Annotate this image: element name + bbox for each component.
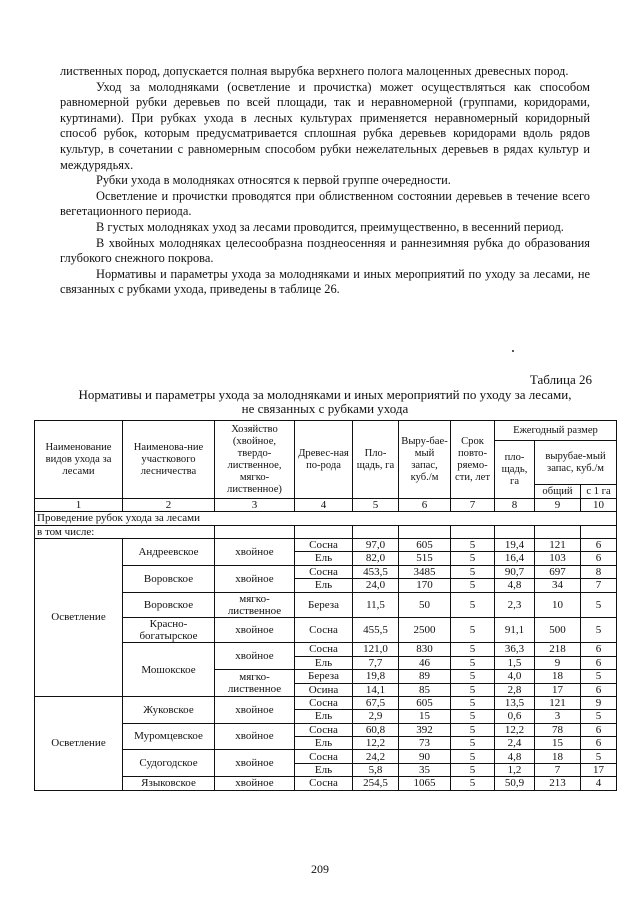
area-cell: 67,5 (353, 696, 399, 709)
annual-area-cell: 16,4 (495, 552, 535, 565)
table-row (35, 723, 617, 736)
stock-cell: 170 (399, 579, 451, 592)
annual-stock-total-cell: 18 (535, 670, 581, 683)
annual-area-cell: 12,2 (495, 723, 535, 736)
area-cell: 14,1 (353, 683, 399, 696)
species-cell: Сосна (295, 750, 353, 763)
period-cell: 5 (451, 750, 495, 763)
stock-cell: 50 (399, 592, 451, 617)
annual-stock-per-ha-cell: 6 (581, 552, 617, 565)
table-title-line-2: не связанных с рубками ухода (241, 401, 409, 416)
column-number-row (35, 499, 617, 512)
header-annual: Ежегодный размер (495, 421, 617, 441)
annual-stock-total-cell: 34 (535, 579, 581, 592)
period-cell: 5 (451, 696, 495, 709)
header-annual-area: пло-щадь, га (495, 441, 535, 499)
farm-type: хвойное (215, 777, 295, 790)
column-number: 6 (399, 499, 451, 512)
stock-cell: 605 (399, 696, 451, 709)
annual-area-cell: 2,4 (495, 737, 535, 750)
forestry-name: Судогодское (123, 750, 215, 777)
annual-stock-total-cell: 78 (535, 723, 581, 736)
table-row (35, 538, 617, 551)
farm-type: хвойное (215, 723, 295, 750)
forestry-name: Жуковское (123, 696, 215, 723)
stock-cell: 515 (399, 552, 451, 565)
annual-area-cell: 19,4 (495, 538, 535, 551)
annual-stock-total-cell: 7 (535, 763, 581, 776)
period-cell: 5 (451, 552, 495, 565)
section-subtitle: в том числе: (35, 525, 215, 538)
header-forestry: Наименова-ние участкового лесничества (123, 421, 215, 499)
stock-cell: 46 (399, 656, 451, 669)
area-cell: 453,5 (353, 565, 399, 578)
period-cell: 5 (451, 723, 495, 736)
table-row (35, 696, 617, 709)
annual-area-cell: 4,8 (495, 750, 535, 763)
species-cell: Ель (295, 579, 353, 592)
stray-dot (512, 350, 514, 352)
species-cell: Ель (295, 710, 353, 723)
period-cell: 5 (451, 617, 495, 642)
annual-area-cell: 91,1 (495, 617, 535, 642)
annual-stock-total-cell: 3 (535, 710, 581, 723)
species-cell: Ель (295, 737, 353, 750)
annual-area-cell: 1,5 (495, 656, 535, 669)
care-kind: Осветление (35, 696, 123, 790)
header-per-ha: с 1 га (581, 485, 617, 499)
annual-stock-per-ha-cell: 6 (581, 737, 617, 750)
area-cell: 11,5 (353, 592, 399, 617)
annual-stock-per-ha-cell: 4 (581, 777, 617, 790)
table-row (35, 643, 617, 656)
forestry-name: Красно-богатырское (123, 617, 215, 642)
farm-type: хвойное (215, 617, 295, 642)
annual-stock-total-cell: 121 (535, 538, 581, 551)
annual-area-cell: 90,7 (495, 565, 535, 578)
species-cell: Береза (295, 670, 353, 683)
forestry-name: Муромцевское (123, 723, 215, 750)
stock-cell: 1065 (399, 777, 451, 790)
period-cell: 5 (451, 737, 495, 750)
farm-type: хвойное (215, 538, 295, 565)
paragraph: В густых молодняках уход за лесами проводится, преимущественно, в весенний период. (96, 219, 564, 234)
annual-area-cell: 4,8 (495, 579, 535, 592)
annual-stock-per-ha-cell: 9 (581, 696, 617, 709)
table-row (35, 565, 617, 578)
table-row (35, 592, 617, 617)
table-row (35, 617, 617, 642)
annual-area-cell: 36,3 (495, 643, 535, 656)
annual-stock-per-ha-cell: 5 (581, 750, 617, 763)
paragraph: Нормативы и параметры ухода за молодняками и иных мероприятий по уходу за лесами, не связанных с рубками ухода, приведены в таблице 26. (60, 266, 590, 297)
species-cell: Сосна (295, 777, 353, 790)
annual-stock-per-ha-cell: 5 (581, 710, 617, 723)
annual-stock-per-ha-cell: 6 (581, 683, 617, 696)
empty-cell (535, 525, 581, 538)
page-number: 209 (311, 862, 329, 876)
annual-stock-per-ha-cell: 5 (581, 617, 617, 642)
area-cell: 24,2 (353, 750, 399, 763)
annual-stock-per-ha-cell: 6 (581, 538, 617, 551)
annual-stock-per-ha-cell: 8 (581, 565, 617, 578)
paragraph: В хвойных молодняках целесообразна позднеосенняя и раннезимняя рубка до образования глубокого снежного покрова. (60, 235, 590, 266)
farm-type: мягко-лиственное (215, 670, 295, 697)
species-cell: Береза (295, 592, 353, 617)
period-cell: 5 (451, 777, 495, 790)
species-cell: Ель (295, 763, 353, 776)
annual-stock-total-cell: 213 (535, 777, 581, 790)
species-cell: Сосна (295, 617, 353, 642)
stock-cell: 85 (399, 683, 451, 696)
stock-cell: 830 (399, 643, 451, 656)
farm-type: хвойное (215, 565, 295, 592)
annual-area-cell: 50,9 (495, 777, 535, 790)
period-cell: 5 (451, 579, 495, 592)
annual-stock-total-cell: 15 (535, 737, 581, 750)
empty-cell (399, 525, 451, 538)
period-cell: 5 (451, 643, 495, 656)
column-number: 2 (123, 499, 215, 512)
species-cell: Ель (295, 656, 353, 669)
table-row (35, 777, 617, 790)
area-cell: 19,8 (353, 670, 399, 683)
annual-stock-total-cell: 9 (535, 656, 581, 669)
annual-stock-per-ha-cell: 17 (581, 763, 617, 776)
annual-stock-per-ha-cell: 7 (581, 579, 617, 592)
empty-cell (451, 525, 495, 538)
annual-area-cell: 0,6 (495, 710, 535, 723)
empty-cell (215, 525, 295, 538)
header-species: Древес-ная по-рода (295, 421, 353, 499)
annual-stock-total-cell: 18 (535, 750, 581, 763)
empty-cell (353, 525, 399, 538)
care-kind: Осветление (35, 538, 123, 696)
annual-stock-total-cell: 10 (535, 592, 581, 617)
period-cell: 5 (451, 670, 495, 683)
farm-type: хвойное (215, 643, 295, 670)
annual-stock-per-ha-cell: 6 (581, 656, 617, 669)
species-cell: Ель (295, 552, 353, 565)
stock-cell: 15 (399, 710, 451, 723)
table-body (35, 512, 617, 790)
stock-cell: 35 (399, 763, 451, 776)
annual-stock-total-cell: 697 (535, 565, 581, 578)
header-stock: Выру-бае-мый запас, куб./м (399, 421, 451, 499)
area-cell: 2,9 (353, 710, 399, 723)
species-cell: Сосна (295, 696, 353, 709)
period-cell: 5 (451, 683, 495, 696)
period-cell: 5 (451, 538, 495, 551)
area-cell: 455,5 (353, 617, 399, 642)
area-cell: 12,2 (353, 737, 399, 750)
area-cell: 5,8 (353, 763, 399, 776)
period-cell: 5 (451, 565, 495, 578)
area-cell: 7,7 (353, 656, 399, 669)
period-cell: 5 (451, 592, 495, 617)
stock-cell: 605 (399, 538, 451, 551)
annual-area-cell: 1,2 (495, 763, 535, 776)
stock-cell: 73 (399, 737, 451, 750)
forestry-name: Мошокское (123, 643, 215, 697)
empty-cell (495, 525, 535, 538)
area-cell: 254,5 (353, 777, 399, 790)
table-title-line-1: Нормативы и параметры ухода за молодняками и иных мероприятий по уходу за лесами, (78, 387, 572, 402)
column-number: 9 (535, 499, 581, 512)
area-cell: 97,0 (353, 538, 399, 551)
norms-table (34, 420, 617, 791)
annual-area-cell: 2,3 (495, 592, 535, 617)
annual-stock-total-cell: 121 (535, 696, 581, 709)
paragraph: Рубки ухода в молодняках относятся к первой группе очередности. (96, 173, 451, 188)
column-number: 3 (215, 499, 295, 512)
table-caption: Таблица 26 (529, 372, 592, 387)
column-number: 7 (451, 499, 495, 512)
forestry-name: Воровское (123, 565, 215, 592)
species-cell: Осина (295, 683, 353, 696)
stock-cell: 89 (399, 670, 451, 683)
paragraph: лиственных пород, допускается полная вырубка верхнего полога малоценных древесных пород. (60, 64, 569, 78)
period-cell: 5 (451, 763, 495, 776)
area-cell: 24,0 (353, 579, 399, 592)
stock-cell: 90 (399, 750, 451, 763)
area-cell: 82,0 (353, 552, 399, 565)
annual-area-cell: 13,5 (495, 696, 535, 709)
column-number: 4 (295, 499, 353, 512)
species-cell: Сосна (295, 565, 353, 578)
table-row (35, 750, 617, 763)
annual-stock-per-ha-cell: 6 (581, 643, 617, 656)
header-farm: Хозяйство (хвойное, твердо-лиственное, мягко-лиственное) (215, 421, 295, 499)
section-title: Проведение рубок ухода за лесами (35, 512, 617, 525)
paragraph: Уход за молодняками (осветление и прочистка) может осуществляться как способом равномерной рубки деревьев по всей площади, так и неравномерной (группами, коридорами, куртинами). При рубках ухода в лесных культурах применяется неравномерный коридорный способ рубок, которым предусматривается сплошная рубка деревьев коридорами вдоль рядов культур, в сочетании с равномерным способом рубки нежелательных деревьев в рядах культур и междурядьях. (60, 79, 590, 172)
paragraph: Осветление и прочистки проводятся при облиственном состоянии деревьев в течение всего вегетационного периода. (60, 188, 590, 219)
area-cell: 60,8 (353, 723, 399, 736)
species-cell: Сосна (295, 538, 353, 551)
farm-type: хвойное (215, 696, 295, 723)
body-text (60, 64, 590, 298)
annual-stock-total-cell: 218 (535, 643, 581, 656)
farm-type: хвойное (215, 750, 295, 777)
header-annual-stock: вырубае-мый запас, куб./м (535, 441, 617, 485)
empty-cell (295, 525, 353, 538)
header-area: Пло-щадь, га (353, 421, 399, 499)
column-number: 10 (581, 499, 617, 512)
forestry-name: Воровское (123, 592, 215, 617)
period-cell: 5 (451, 710, 495, 723)
species-cell: Сосна (295, 643, 353, 656)
annual-stock-per-ha-cell: 6 (581, 723, 617, 736)
annual-stock-per-ha-cell: 5 (581, 592, 617, 617)
annual-stock-total-cell: 500 (535, 617, 581, 642)
header-total: общий (535, 485, 581, 499)
annual-stock-total-cell: 17 (535, 683, 581, 696)
farm-type: мягко-лиственное (215, 592, 295, 617)
area-cell: 121,0 (353, 643, 399, 656)
column-number: 1 (35, 499, 123, 512)
column-number: 5 (353, 499, 399, 512)
period-cell: 5 (451, 656, 495, 669)
stock-cell: 3485 (399, 565, 451, 578)
forestry-name: Языковское (123, 777, 215, 790)
header-period: Срок повто-ряемо-сти, лет (451, 421, 495, 499)
species-cell: Сосна (295, 723, 353, 736)
annual-stock-per-ha-cell: 5 (581, 670, 617, 683)
column-number: 8 (495, 499, 535, 512)
stock-cell: 392 (399, 723, 451, 736)
empty-cell (581, 525, 617, 538)
forestry-name: Андреевское (123, 538, 215, 565)
table-title (40, 388, 610, 416)
annual-area-cell: 4,0 (495, 670, 535, 683)
stock-cell: 2500 (399, 617, 451, 642)
annual-area-cell: 2,8 (495, 683, 535, 696)
annual-stock-total-cell: 103 (535, 552, 581, 565)
header-kind: Наименование видов ухода за лесами (35, 421, 123, 499)
